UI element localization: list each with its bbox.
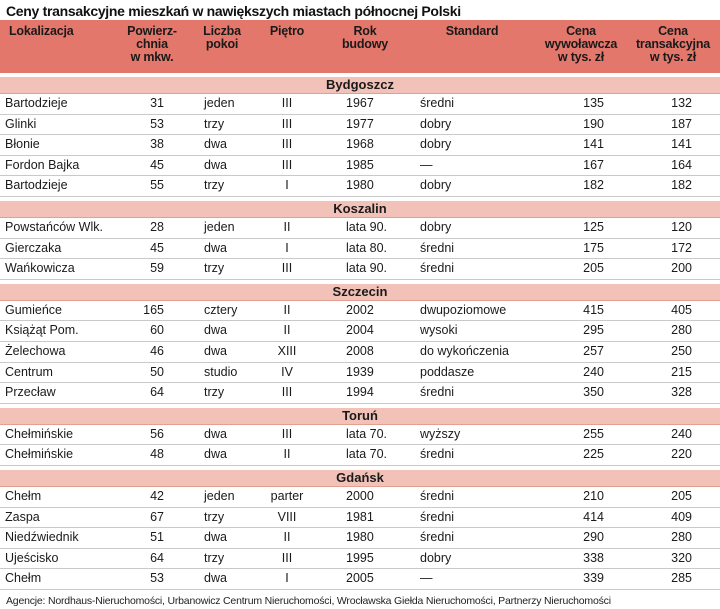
cell-year: lata 80. <box>322 238 408 259</box>
cell-year: lata 70. <box>322 445 408 466</box>
cell-asking-price: 141 <box>536 135 626 156</box>
cell-year: 1980 <box>322 176 408 197</box>
cell-location: Fordon Bajka <box>0 155 112 176</box>
cell-year: lata 90. <box>322 259 408 280</box>
cell-area: 60 <box>112 321 192 342</box>
cell-rooms: dwa <box>192 341 252 362</box>
cell-location: Błonie <box>0 135 112 156</box>
cell-rooms: studio <box>192 362 252 383</box>
cell-floor: III <box>252 135 322 156</box>
header-asking-price: Cena wywoławcza w tys. zł <box>536 20 626 73</box>
cell-standard: wyższy <box>408 424 536 445</box>
cell-year: 2002 <box>322 300 408 321</box>
cell-asking-price: 205 <box>536 259 626 280</box>
cell-year: 1939 <box>322 362 408 383</box>
city-header-row <box>0 201 720 218</box>
cell-asking-price: 175 <box>536 238 626 259</box>
cell-location: Przecław <box>0 383 112 404</box>
table-row <box>0 321 720 342</box>
header-transaction-price: Cena transakcyjna w tys. zł <box>626 20 720 73</box>
cell-standard: dobry <box>408 114 536 135</box>
cell-rooms: jeden <box>192 486 252 507</box>
table-row <box>0 176 720 197</box>
cell-transaction-price: 205 <box>626 486 720 507</box>
cell-transaction-price: 132 <box>626 94 720 115</box>
header-rooms: Liczba pokoi <box>192 20 252 73</box>
cell-year: 2000 <box>322 486 408 507</box>
cell-rooms: trzy <box>192 507 252 528</box>
cell-location: Centrum <box>0 362 112 383</box>
cell-floor: II <box>252 528 322 549</box>
cell-standard: dobry <box>408 135 536 156</box>
table-row <box>0 362 720 383</box>
cell-area: 59 <box>112 259 192 280</box>
city-name: Szczecin <box>0 284 720 301</box>
cell-transaction-price: 220 <box>626 445 720 466</box>
cell-location: Powstańców Wlk. <box>0 217 112 238</box>
cell-asking-price: 350 <box>536 383 626 404</box>
header-area: Powierz- chnia w mkw. <box>112 20 192 73</box>
cell-standard: wysoki <box>408 321 536 342</box>
table-row <box>0 217 720 238</box>
cell-area: 38 <box>112 135 192 156</box>
cell-rooms: dwa <box>192 238 252 259</box>
cell-area: 28 <box>112 217 192 238</box>
cell-transaction-price: 164 <box>626 155 720 176</box>
table-row <box>0 548 720 569</box>
cell-location: Gumieńce <box>0 300 112 321</box>
table-row <box>0 424 720 445</box>
cell-transaction-price: 250 <box>626 341 720 362</box>
cell-standard: średni <box>408 445 536 466</box>
cell-area: 165 <box>112 300 192 321</box>
cell-transaction-price: 187 <box>626 114 720 135</box>
cell-transaction-price: 182 <box>626 176 720 197</box>
header-standard: Standard <box>408 20 536 73</box>
table-row <box>0 259 720 280</box>
cell-location: Gierczaka <box>0 238 112 259</box>
cell-rooms: trzy <box>192 114 252 135</box>
cell-rooms: trzy <box>192 383 252 404</box>
cell-floor: I <box>252 238 322 259</box>
cell-location: Wańkowicza <box>0 259 112 280</box>
cell-rooms: dwa <box>192 321 252 342</box>
header-location: Lokalizacja <box>0 20 112 73</box>
cell-standard: średni <box>408 94 536 115</box>
cell-year: lata 70. <box>322 424 408 445</box>
cell-rooms: jeden <box>192 94 252 115</box>
cell-transaction-price: 120 <box>626 217 720 238</box>
table-row <box>0 341 720 362</box>
cell-asking-price: 210 <box>536 486 626 507</box>
cell-year: 2008 <box>322 341 408 362</box>
cell-year: 2005 <box>322 569 408 590</box>
cell-location: Chełm <box>0 486 112 507</box>
cell-standard: średni <box>408 259 536 280</box>
cell-year: 1994 <box>322 383 408 404</box>
cell-rooms: dwa <box>192 135 252 156</box>
table-row <box>0 114 720 135</box>
cell-asking-price: 225 <box>536 445 626 466</box>
cell-rooms: cztery <box>192 300 252 321</box>
cell-year: 1981 <box>322 507 408 528</box>
page-title: Ceny transakcyjne mieszkań w nawiększych miastach północnej Polski <box>6 3 461 19</box>
cell-standard: dobry <box>408 548 536 569</box>
cell-floor: parter <box>252 486 322 507</box>
cell-rooms: jeden <box>192 217 252 238</box>
cell-transaction-price: 240 <box>626 424 720 445</box>
cell-year: 1967 <box>322 94 408 115</box>
cell-asking-price: 338 <box>536 548 626 569</box>
cell-rooms: dwa <box>192 155 252 176</box>
cell-location: Bartodzieje <box>0 94 112 115</box>
cell-floor: I <box>252 176 322 197</box>
cell-rooms: dwa <box>192 445 252 466</box>
cell-standard: średni <box>408 486 536 507</box>
cell-location: Niedźwiednik <box>0 528 112 549</box>
cell-transaction-price: 328 <box>626 383 720 404</box>
city-header-row <box>0 284 720 301</box>
cell-area: 31 <box>112 94 192 115</box>
cell-location: Książąt Pom. <box>0 321 112 342</box>
cell-area: 48 <box>112 445 192 466</box>
cell-floor: II <box>252 300 322 321</box>
cell-asking-price: 135 <box>536 94 626 115</box>
cell-standard: — <box>408 155 536 176</box>
table-row <box>0 528 720 549</box>
cell-transaction-price: 280 <box>626 321 720 342</box>
cell-floor: III <box>252 155 322 176</box>
cell-year: lata 90. <box>322 217 408 238</box>
cell-area: 42 <box>112 486 192 507</box>
cell-floor: III <box>252 548 322 569</box>
cell-standard: dwupoziomowe <box>408 300 536 321</box>
cell-standard: dobry <box>408 176 536 197</box>
cell-asking-price: 125 <box>536 217 626 238</box>
header-year: Rok budowy <box>322 20 408 73</box>
cell-standard: średni <box>408 383 536 404</box>
city-name: Bydgoszcz <box>0 77 720 94</box>
cell-floor: I <box>252 569 322 590</box>
cell-asking-price: 290 <box>536 528 626 549</box>
cell-asking-price: 257 <box>536 341 626 362</box>
cell-transaction-price: 141 <box>626 135 720 156</box>
cell-location: Zaspa <box>0 507 112 528</box>
cell-area: 50 <box>112 362 192 383</box>
cell-transaction-price: 280 <box>626 528 720 549</box>
cell-area: 56 <box>112 424 192 445</box>
cell-rooms: trzy <box>192 548 252 569</box>
cell-location: Chełm <box>0 569 112 590</box>
cell-area: 53 <box>112 569 192 590</box>
table-row <box>0 300 720 321</box>
source-text: Nordhaus-Nieruchomości, Urbanowicz Centrum Nieruchomości, Wrocławska Giełda Nieruchomości, Partnerzy Nieruchomości <box>45 595 611 607</box>
cell-standard: średni <box>408 507 536 528</box>
table-row <box>0 135 720 156</box>
cell-asking-price: 240 <box>536 362 626 383</box>
cell-location: Żelechowa <box>0 341 112 362</box>
cell-year: 1985 <box>322 155 408 176</box>
cell-transaction-price: 215 <box>626 362 720 383</box>
cell-asking-price: 182 <box>536 176 626 197</box>
cell-transaction-price: 172 <box>626 238 720 259</box>
cell-area: 46 <box>112 341 192 362</box>
cell-transaction-price: 320 <box>626 548 720 569</box>
city-header-row <box>0 408 720 425</box>
cell-year: 1977 <box>322 114 408 135</box>
cell-rooms: dwa <box>192 424 252 445</box>
city-header-row <box>0 77 720 94</box>
table-row <box>0 238 720 259</box>
cell-year: 1980 <box>322 528 408 549</box>
table-row <box>0 383 720 404</box>
cell-asking-price: 167 <box>536 155 626 176</box>
table-row <box>0 445 720 466</box>
cell-year: 1995 <box>322 548 408 569</box>
city-name: Toruń <box>0 408 720 425</box>
cell-asking-price: 414 <box>536 507 626 528</box>
cell-standard: poddasze <box>408 362 536 383</box>
cell-transaction-price: 200 <box>626 259 720 280</box>
header-row <box>0 20 720 73</box>
cell-transaction-price: 409 <box>626 507 720 528</box>
cell-asking-price: 190 <box>536 114 626 135</box>
cell-floor: II <box>252 321 322 342</box>
cell-asking-price: 415 <box>536 300 626 321</box>
cell-floor: III <box>252 424 322 445</box>
cell-floor: VIII <box>252 507 322 528</box>
cell-rooms: dwa <box>192 569 252 590</box>
source-label: Agencje: <box>6 595 46 607</box>
cell-floor: III <box>252 114 322 135</box>
cell-standard: do wykończenia <box>408 341 536 362</box>
cell-floor: IV <box>252 362 322 383</box>
cell-area: 67 <box>112 507 192 528</box>
cell-location: Glinki <box>0 114 112 135</box>
cell-area: 53 <box>112 114 192 135</box>
cell-rooms: dwa <box>192 528 252 549</box>
cell-area: 51 <box>112 528 192 549</box>
city-name: Koszalin <box>0 201 720 218</box>
cell-area: 45 <box>112 238 192 259</box>
table-body <box>0 73 720 590</box>
cell-area: 45 <box>112 155 192 176</box>
cell-location: Chełmińskie <box>0 424 112 445</box>
cell-area: 55 <box>112 176 192 197</box>
city-name: Gdańsk <box>0 470 720 487</box>
cell-standard: dobry <box>408 217 536 238</box>
cell-transaction-price: 405 <box>626 300 720 321</box>
cell-year: 2004 <box>322 321 408 342</box>
price-table <box>0 20 720 590</box>
cell-asking-price: 339 <box>536 569 626 590</box>
city-header-row <box>0 470 720 487</box>
cell-floor: II <box>252 217 322 238</box>
cell-standard: średni <box>408 528 536 549</box>
table-row <box>0 569 720 590</box>
cell-area: 64 <box>112 548 192 569</box>
cell-floor: III <box>252 383 322 404</box>
source-note <box>6 594 611 609</box>
cell-transaction-price: 285 <box>626 569 720 590</box>
cell-year: 1968 <box>322 135 408 156</box>
header-floor: Piętro <box>252 20 322 73</box>
cell-standard: średni <box>408 238 536 259</box>
cell-location: Chełmińskie <box>0 445 112 466</box>
cell-rooms: trzy <box>192 176 252 197</box>
table-row <box>0 94 720 115</box>
cell-floor: II <box>252 445 322 466</box>
table-row <box>0 507 720 528</box>
cell-location: Bartodzieje <box>0 176 112 197</box>
cell-floor: XIII <box>252 341 322 362</box>
cell-standard: — <box>408 569 536 590</box>
cell-rooms: trzy <box>192 259 252 280</box>
table-row <box>0 486 720 507</box>
cell-asking-price: 295 <box>536 321 626 342</box>
cell-area: 64 <box>112 383 192 404</box>
table-row <box>0 155 720 176</box>
cell-floor: III <box>252 259 322 280</box>
cell-floor: III <box>252 94 322 115</box>
cell-asking-price: 255 <box>536 424 626 445</box>
cell-location: Ujeścisko <box>0 548 112 569</box>
